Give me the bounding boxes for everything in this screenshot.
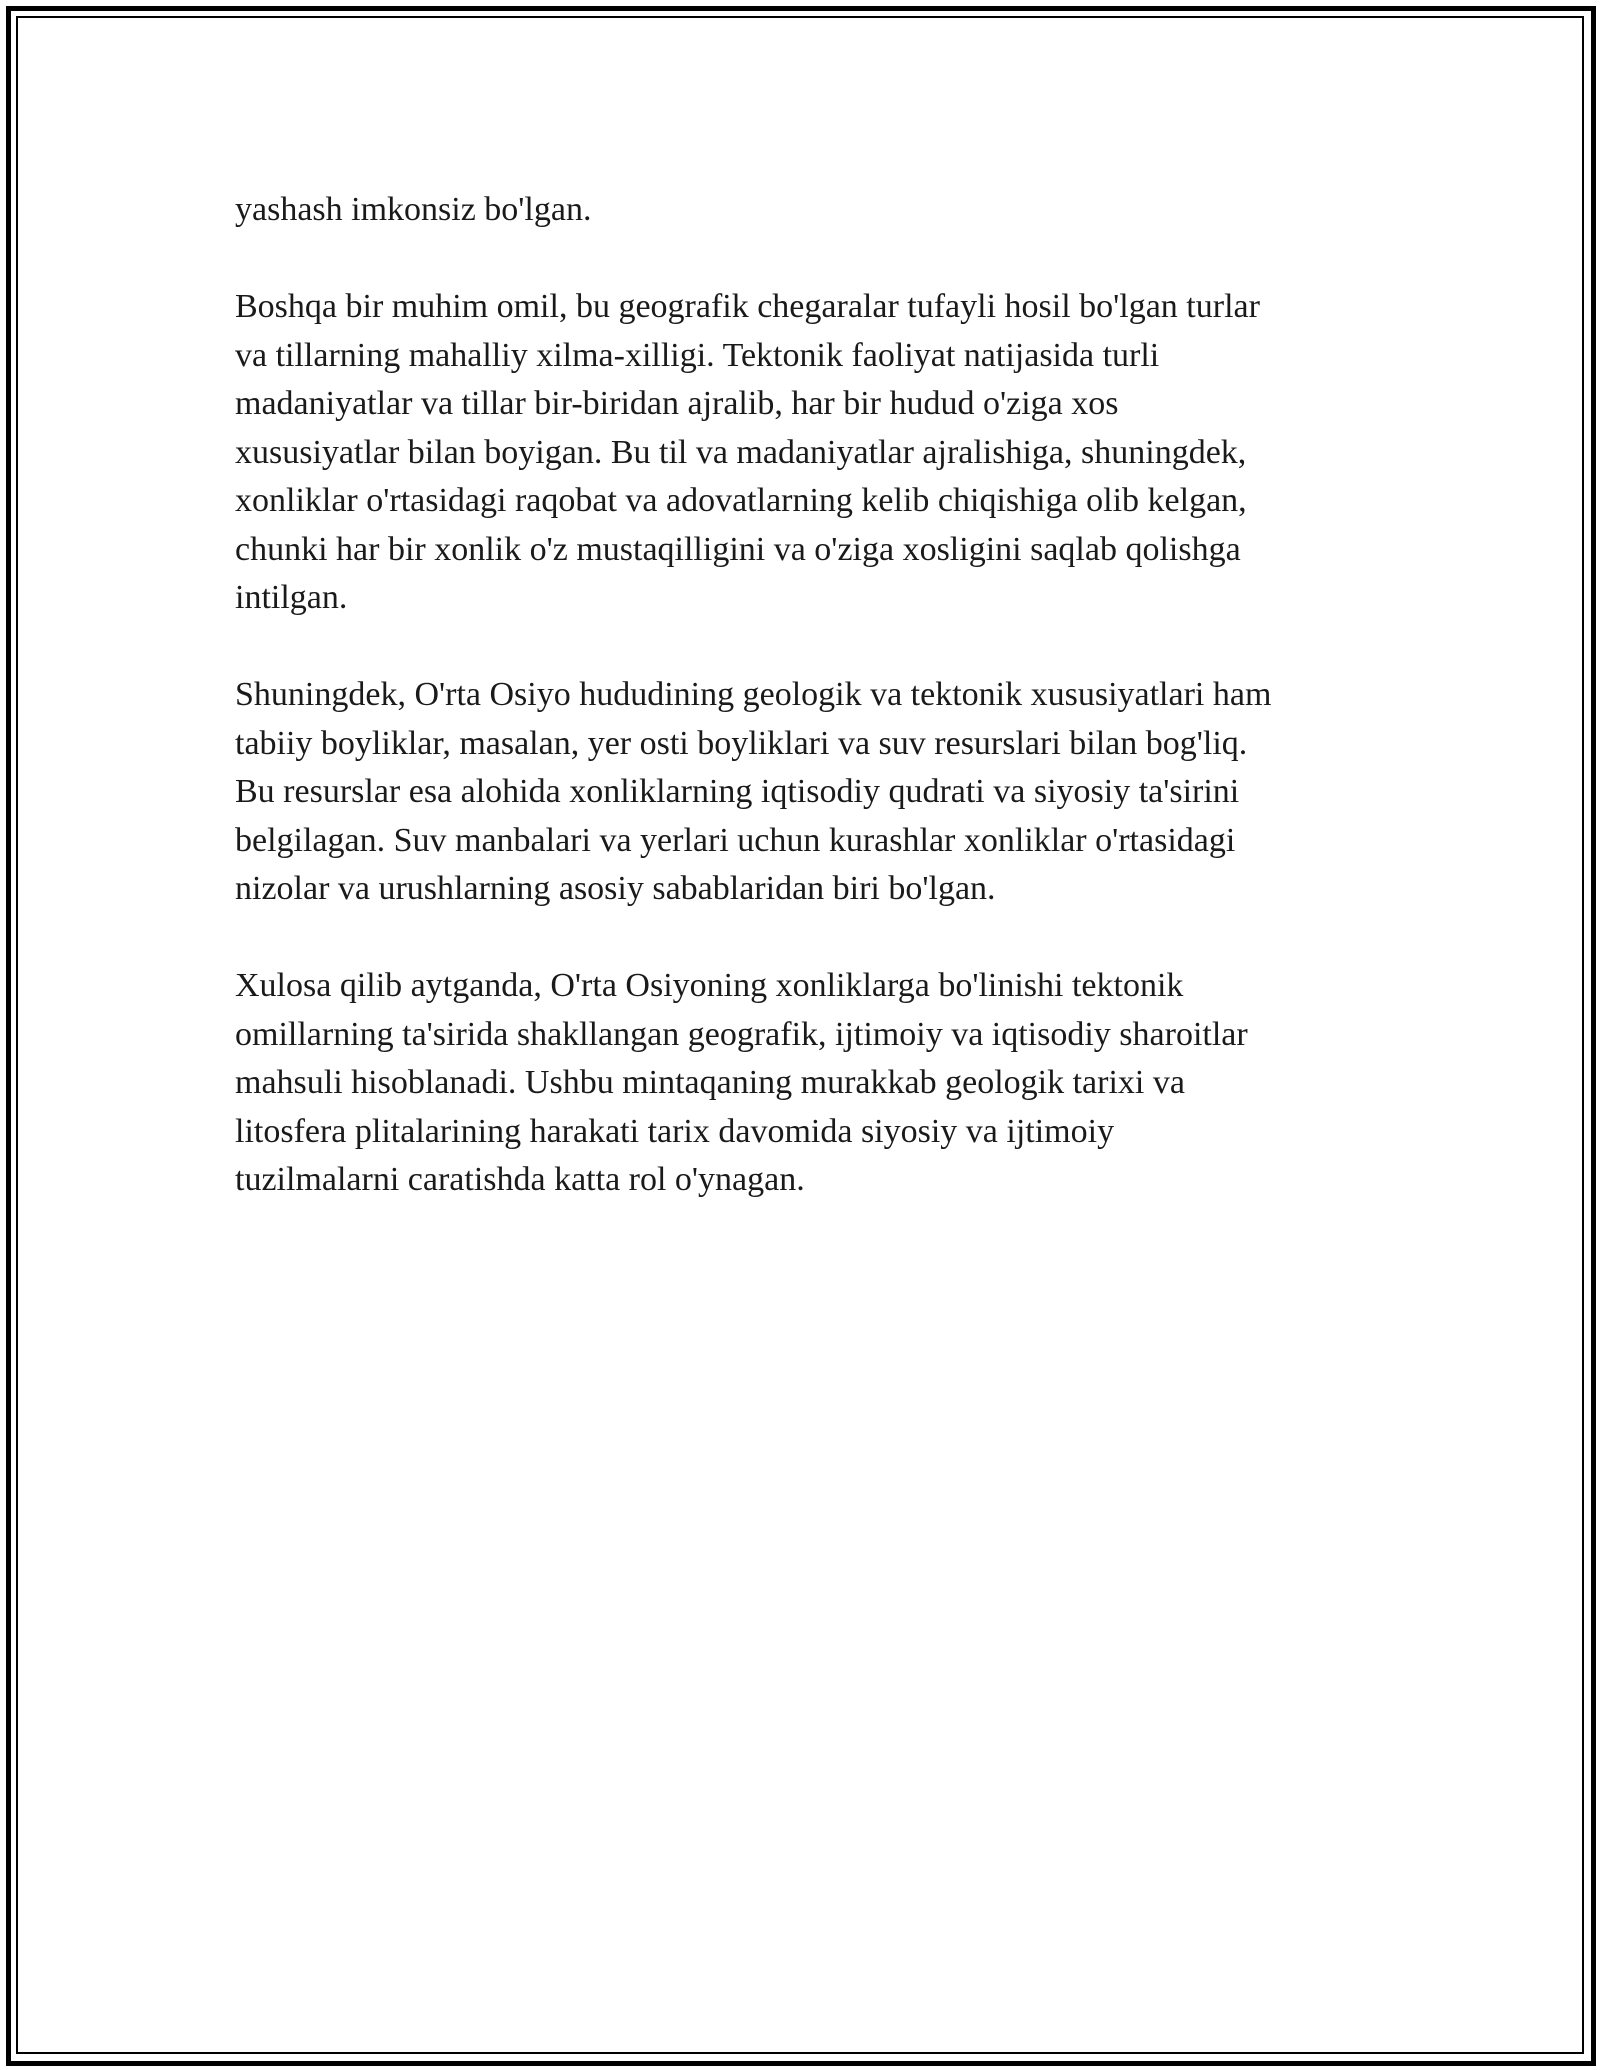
text-line: xonliklar o'rtasidagi raqobat va adovatlarning kelib chiqishiga olib kelgan,: [235, 482, 1247, 519]
text-line: Bu resurslar esa alohida xonliklarning iqtisodiy qudrati va siyosiy ta'sirini: [235, 773, 1240, 810]
text-line: yashash imkonsiz bo'lgan.: [235, 191, 592, 228]
text-line: tuzilmalarni caratishda katta rol o'ynagan.: [235, 1161, 805, 1198]
text-line: tabiiy boyliklar, masalan, yer osti boyliklari va suv resurslari bilan bog'liq.: [235, 724, 1248, 762]
text-line: chunki har bir xonlik o'z mustaqilligini va o'ziga xosligini saqlab qolishga: [235, 530, 1241, 568]
text-line: madaniyatlar va tillar bir-biridan ajralib, har bir hudud o'ziga xos: [235, 385, 1119, 422]
text-line: litosfera plitalarining harakati tarix davomida siyosiy va ijtimoiy: [235, 1112, 1115, 1150]
text-line: mahsuli hisoblanadi. Ushbu mintaqaning murakkab geologik tarixi va: [235, 1064, 1185, 1101]
paragraph-4: [235, 962, 1365, 1205]
text-line: va tillarning mahalliy xilma-xilligi. Tektonik faoliyat natijasida turli: [235, 336, 1160, 374]
text-line: nizolar va urushlarning asosiy sabablaridan biri bo'lgan.: [235, 870, 996, 907]
text-line: Shuningdek, O'rta Osiyo hududining geologik va tektonik xususiyatlari ham: [235, 676, 1272, 713]
text-line: belgilagan. Suv manbalari va yerlari uchun kurashlar xonliklar o'rtasidagi: [235, 821, 1236, 859]
text-line: xususiyatlar bilan boyigan. Bu til va madaniyatlar ajralishiga, shuningdek,: [235, 433, 1247, 471]
paragraph-1: [235, 186, 1365, 235]
paragraph-3: [235, 671, 1365, 914]
text-line: intilgan.: [235, 579, 348, 616]
text-line: omillarning ta'sirida shakllangan geografik, ijtimoiy va iqtisodiy sharoitlar: [235, 1015, 1248, 1053]
text-line: Boshqa bir muhim omil, bu geografik chegaralar tufayli hosil bo'lgan turlar: [235, 288, 1260, 325]
document-body: [235, 186, 1365, 1253]
text-line: Xulosa qilib aytganda, O'rta Osiyoning xonliklarga bo'linishi tektonik: [235, 967, 1184, 1004]
paragraph-2: [235, 283, 1365, 623]
